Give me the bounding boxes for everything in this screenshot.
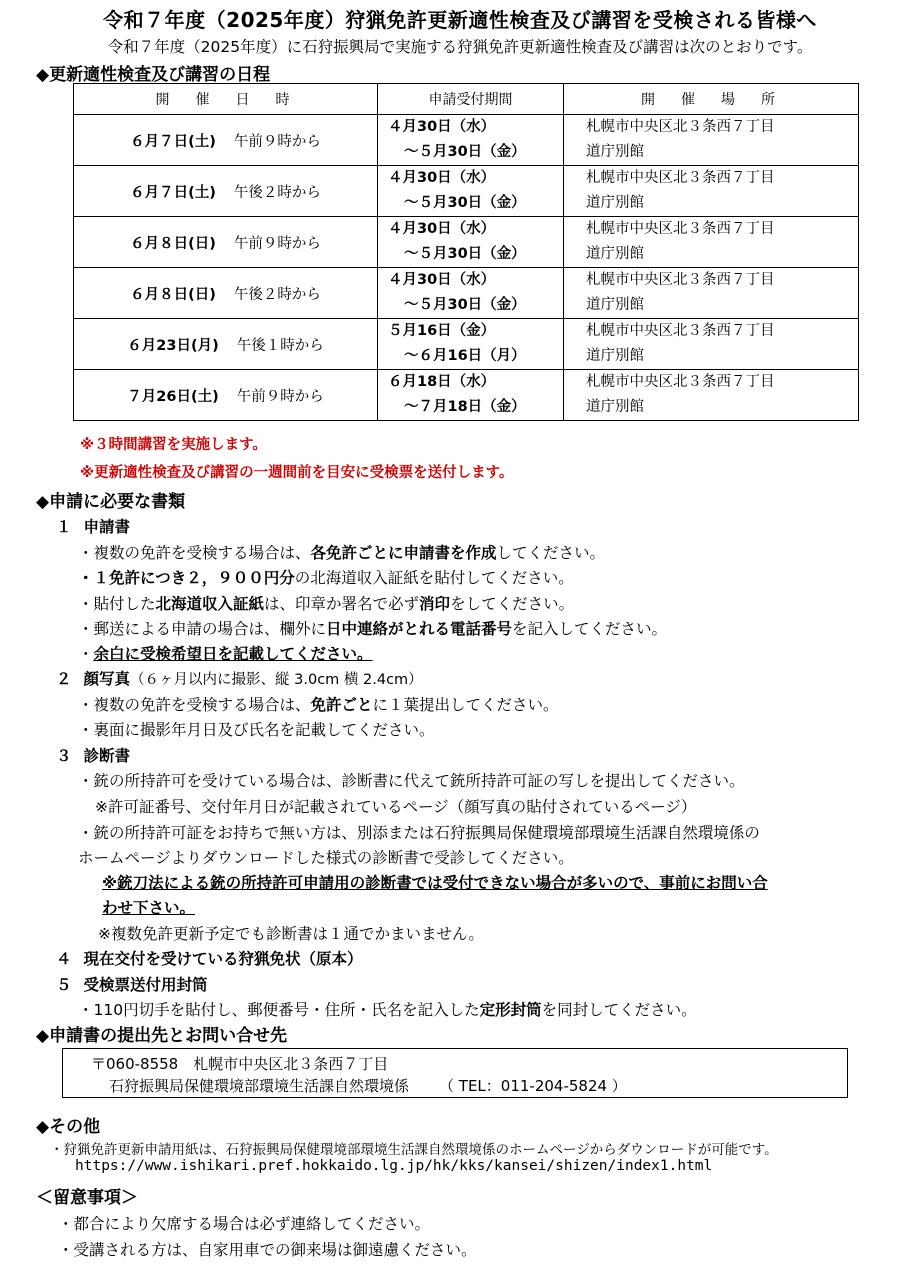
venue <box>564 370 859 421</box>
contact-address: 〒060-8558 札幌市中央区北３条西７丁目 <box>91 1055 389 1073</box>
contact-phone: （ TEL：011-204-5824 ） <box>439 1077 627 1095</box>
venue-address: 札幌市中央区北３条西７丁目 <box>586 323 775 339</box>
table-row <box>74 370 859 421</box>
item1-bullet1 <box>78 541 605 563</box>
bullet-text: は、印章か署名で必ず <box>264 595 420 613</box>
bullet-text: ・貼付した <box>78 595 156 613</box>
period-end: ～７月18日（金） <box>404 399 526 415</box>
bullet-text: をしてください。 <box>450 595 575 613</box>
application-period <box>378 217 564 268</box>
item5-heading <box>56 973 208 995</box>
item3-bullet2-line2: ホームページよりダウンロードした様式の診断書で受診してください。 <box>78 849 574 867</box>
period-start: ４月30日（水） <box>388 170 496 186</box>
contact-address-box <box>62 1048 848 1098</box>
note-ticket-sending: ※更新適性検査及び講習の一週間前を目安に受検票を送付します。 <box>80 465 514 481</box>
item1-bullet4 <box>78 617 667 639</box>
column-header-period: 申請受付期間 <box>378 84 564 115</box>
period-start: ４月30日（水） <box>388 221 496 237</box>
item1-bullet3 <box>78 592 574 614</box>
period-start: ５月16日（金） <box>388 323 496 339</box>
session-date: ６月７日(土) <box>130 184 216 201</box>
bullet-text: ・郵送による申請の場合は、欄外に <box>78 620 327 638</box>
item3-label: 診断書 <box>83 747 131 765</box>
schedule-heading: ◆更新適性検査及び講習の日程 <box>36 65 271 85</box>
venue-building: 道庁別館 <box>586 246 644 262</box>
intro-text: 令和７年度（2025年度）に石狩振興局で実施する狩猟免許更新適性検査及び講習は次のとおりです。 <box>107 38 813 56</box>
item2-number: ２ <box>56 670 72 688</box>
column-header-datetime: 開 催 日 時 <box>74 84 378 115</box>
session-date: ６月８日(日) <box>130 235 216 252</box>
schedule-table <box>73 83 859 421</box>
bullet-text: してください。 <box>496 544 606 562</box>
item1-bullet5 <box>78 642 373 664</box>
item3-number: ３ <box>56 747 72 765</box>
session-date: ６月７日(土) <box>130 133 216 150</box>
session-time: 午後１時から <box>236 337 324 354</box>
item1-label: 申請書 <box>83 518 131 536</box>
venue <box>564 319 859 370</box>
period-start: ４月30日（水） <box>388 119 496 135</box>
item4-heading <box>56 947 363 969</box>
item2-label: 顔写真 <box>83 670 131 688</box>
contact-heading: ◆申請書の提出先とお問い合せ先 <box>36 1026 288 1046</box>
application-period <box>378 268 564 319</box>
venue-building: 道庁別館 <box>586 348 644 364</box>
bullet-text: ・複数の免許を受検する場合は、 <box>78 544 311 562</box>
column-header-place: 開 催 場 所 <box>564 84 859 115</box>
venue <box>564 217 859 268</box>
venue <box>564 166 859 217</box>
venue-address: 札幌市中央区北３条西７丁目 <box>586 221 775 237</box>
item3-bullet2-line1: ・銃の所持許可証をお持ちで無い方は、別添または石狩振興局保健環境部環境生活課自然環境係の <box>78 824 760 842</box>
venue-address: 札幌市中央区北３条西７丁目 <box>586 119 775 135</box>
item3-warning-line1: ※銃刀法による銃の所持許可申請用の診断書では受付できない場合が多いので、事前にお問い合 <box>102 874 768 892</box>
item3-note2: ※複数免許更新予定でも診断書は１通でかまいません。 <box>98 925 484 943</box>
item5-label: 受検票送付用封筒 <box>83 976 208 994</box>
period-start: ４月30日（水） <box>388 272 496 288</box>
bullet-emphasis: 定形封筒 <box>479 1001 542 1019</box>
item2-sub: （６ヶ月以内に撮影、縦 3.0cm 横 2.4cm） <box>130 672 423 688</box>
table-row <box>74 115 859 166</box>
application-period <box>378 115 564 166</box>
session-date: ６月23日(月) <box>127 337 219 354</box>
item2-bullet2: ・裏面に撮影年月日及び氏名を記載してください。 <box>78 721 435 739</box>
bullet-text: ・複数の免許を受検する場合は、 <box>78 696 311 714</box>
item5-bullet1 <box>78 998 697 1020</box>
session-time: 午前９時から <box>236 388 324 405</box>
bullet-emphasis: 北海道収入証紙 <box>155 595 265 613</box>
application-period <box>378 166 564 217</box>
bullet-emphasis: ・１免許につき２，９００円分 <box>78 569 295 587</box>
table-row <box>74 166 859 217</box>
period-end: ～５月30日（金） <box>404 144 526 160</box>
application-period <box>378 319 564 370</box>
item3-bullet1: ・銃の所持許可を受けている場合は、診断書に代えて銃所持許可証の写しを提出してください。 <box>78 772 745 790</box>
bullet-emphasis: 余白に受検希望日を記載してください。 <box>93 645 373 663</box>
item4-label: 現在交付を受けている狩猟免状（原本） <box>83 950 363 968</box>
period-end: ～５月30日（金） <box>404 297 526 313</box>
other-heading: ◆その他 <box>36 1117 101 1137</box>
bullet-emphasis: 日中連絡がとれる電話番号 <box>326 620 513 638</box>
download-url[interactable]: https://www.ishikari.pref.hokkaido.lg.jp/hk/kks/kansei/shizen/index1.html <box>75 1158 713 1174</box>
item4-number: ４ <box>56 950 72 968</box>
bullet-emphasis: 消印 <box>419 595 451 613</box>
session-time: 午前９時から <box>233 235 321 252</box>
notice-item-parking: ・受講される方は、自家用車での御来場は御遠慮ください。 <box>58 1241 477 1259</box>
session-datetime <box>74 217 378 268</box>
note-lecture-hours: ※３時間講習を実施します。 <box>80 437 267 453</box>
bullet-emphasis: 各免許ごとに申請書を作成 <box>310 544 497 562</box>
bullet-emphasis: 免許ごと <box>310 696 373 714</box>
session-datetime <box>74 319 378 370</box>
bullet-text: を記入してください。 <box>512 620 668 638</box>
table-row <box>74 319 859 370</box>
session-time: 午前９時から <box>233 133 321 150</box>
period-end: ～６月16日（月） <box>404 348 526 364</box>
item5-number: ５ <box>56 976 72 994</box>
period-end: ～５月30日（金） <box>404 246 526 262</box>
other-text: ・狩猟免許更新申請用紙は、石狩振興局保健環境部環境生活課自然環境係のホームページからダウンロードが可能です。 <box>50 1142 778 1158</box>
item3-warning-line2: わせ下さい。 <box>102 899 196 917</box>
table-header-row <box>74 84 859 115</box>
session-date: ７月26日(土) <box>127 388 219 405</box>
item1-number: １ <box>56 518 72 536</box>
venue <box>564 268 859 319</box>
venue-building: 道庁別館 <box>586 399 644 415</box>
item1-bullet2 <box>78 566 574 588</box>
venue-building: 道庁別館 <box>586 144 644 160</box>
session-datetime <box>74 370 378 421</box>
item3-heading <box>56 744 130 766</box>
table-row <box>74 217 859 268</box>
period-end: ～５月30日（金） <box>404 195 526 211</box>
item2-heading <box>56 667 423 689</box>
session-time: 午後２時から <box>233 184 321 201</box>
item2-bullet1 <box>78 693 559 715</box>
session-datetime <box>74 268 378 319</box>
page-title: 令和７年度（2025年度）狩猟免許更新適性検査及び講習を受検される皆様へ <box>103 8 817 32</box>
venue-building: 道庁別館 <box>586 195 644 211</box>
bullet-text: の北海道収入証紙を貼付してください。 <box>294 569 574 587</box>
table-row <box>74 268 859 319</box>
notice-heading: ＜留意事項＞ <box>36 1188 138 1208</box>
item1-heading <box>56 515 130 537</box>
venue-building: 道庁別館 <box>586 297 644 313</box>
bullet-text: に１葉提出してください。 <box>372 696 559 714</box>
venue <box>564 115 859 166</box>
application-period <box>378 370 564 421</box>
venue-address: 札幌市中央区北３条西７丁目 <box>586 170 775 186</box>
documents-heading: ◆申請に必要な書類 <box>36 492 186 512</box>
item3-note1: ※許可証番号、交付年月日が記載されているページ（顔写真の貼付されているページ） <box>95 798 697 816</box>
bullet-text: を同封してください。 <box>541 1001 697 1019</box>
venue-address: 札幌市中央区北３条西７丁目 <box>586 374 775 390</box>
session-datetime <box>74 166 378 217</box>
contact-department <box>109 1075 627 1096</box>
session-datetime <box>74 115 378 166</box>
session-date: ６月８日(日) <box>130 286 216 303</box>
period-start: ６月18日（水） <box>388 374 496 390</box>
session-time: 午後２時から <box>233 286 321 303</box>
notice-item-absence: ・都合により欠席する場合は必ず連絡してください。 <box>58 1215 431 1233</box>
bullet-text: ・110円切手を貼付し、郵便番号・住所・氏名を記入した <box>78 1001 480 1019</box>
department-name: 石狩振興局保健環境部環境生活課自然環境係 <box>109 1077 410 1095</box>
venue-address: 札幌市中央区北３条西７丁目 <box>586 272 775 288</box>
bullet-text: ・ <box>78 645 94 663</box>
